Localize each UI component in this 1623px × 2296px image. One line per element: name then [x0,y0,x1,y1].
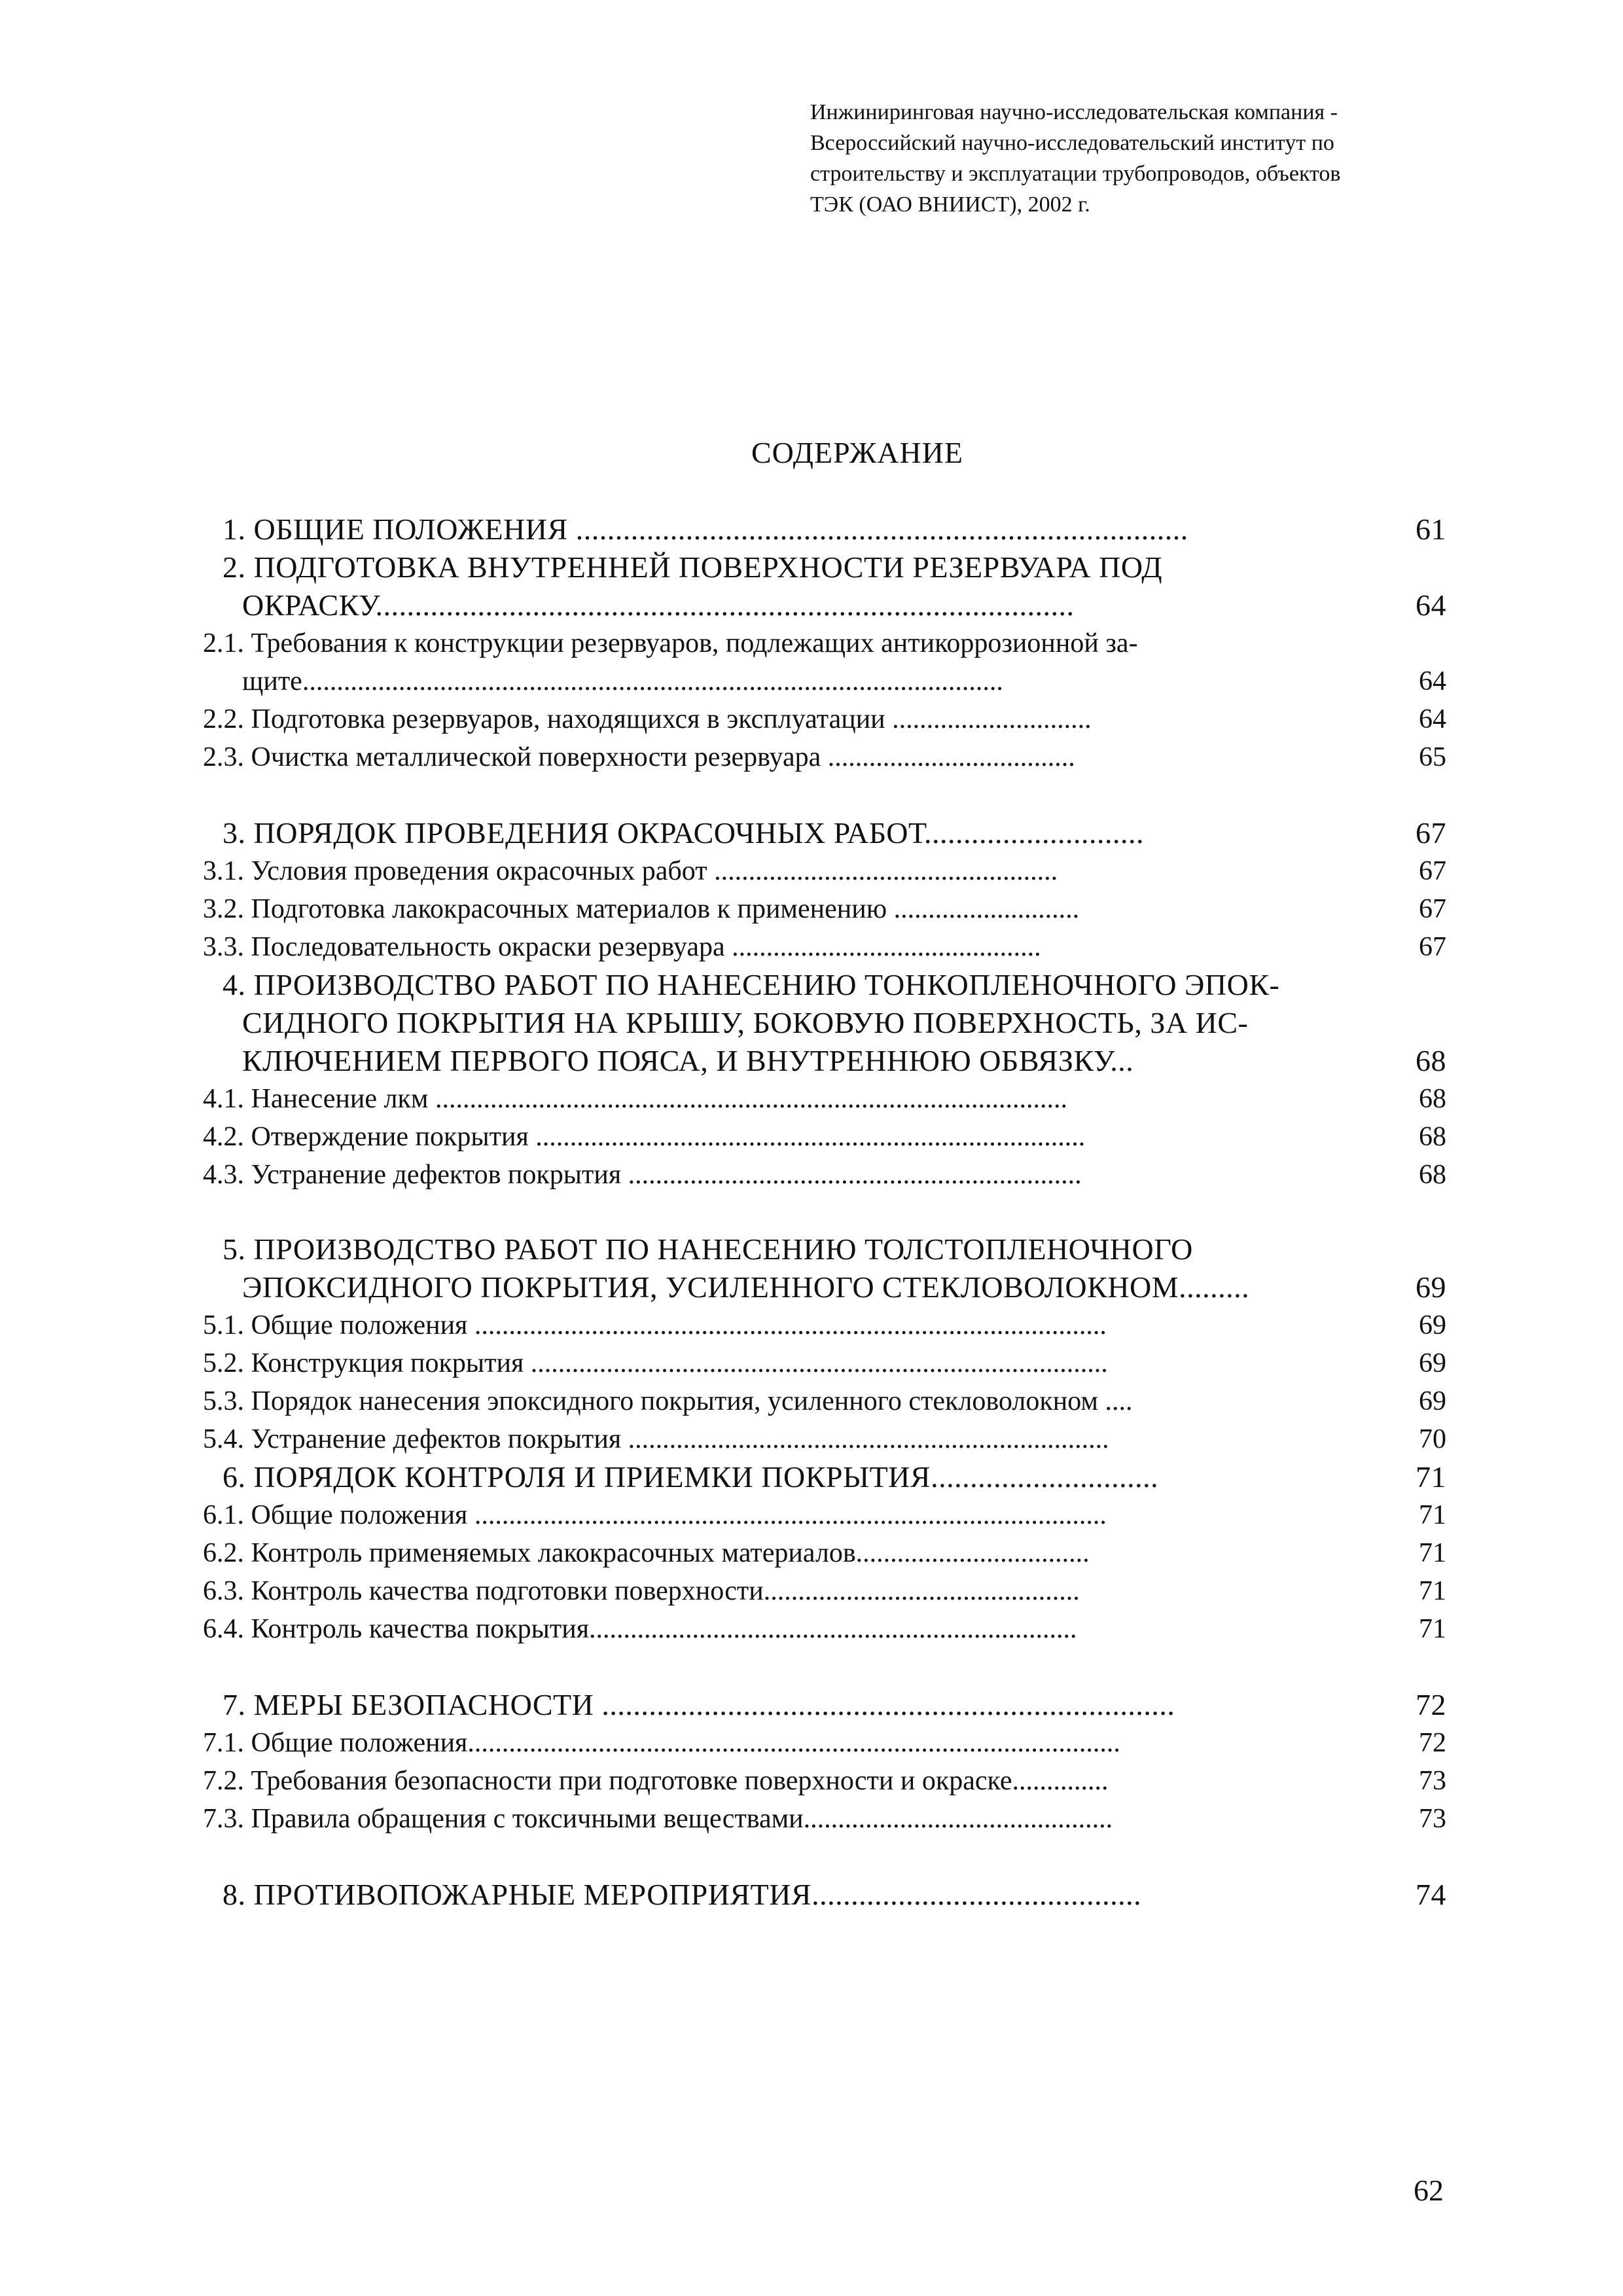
toc-entry-page: 71 [1419,1576,1446,1606]
toc-entry-text: 2.1. Требования к конструкции резервуаров, подлежащих антикоррозионной за- [203,628,1138,658]
toc-entry-page: 71 [1419,1538,1446,1568]
toc-entry-text: 2.3. Очистка металлической поверхности резервуара .................................... [203,742,1075,772]
toc-entry-text: 7.1. Общие положения............................................................................................... [203,1728,1120,1758]
toc-entry-page: 71 [1419,1500,1446,1530]
toc-entry-page: 73 [1419,1766,1446,1796]
header-line: Всероссийский научно-исследовательский институт по [810,131,1334,155]
toc-entry-page: 69 [1419,1348,1446,1378]
page-number: 62 [1414,2174,1444,2207]
toc-entry-page: 72 [1419,1728,1446,1758]
toc-entry-text: щите...................................................................................................... [242,666,1003,696]
toc-entry-page: 73 [1419,1804,1446,1834]
toc-entry-text: 5. ПРОИЗВОДСТВО РАБОТ ПО НАНЕСЕНИЮ ТОЛСТОПЛЕНОЧНОГО [223,1232,1193,1266]
toc-entry-page: 68 [1419,1160,1446,1190]
toc-entry-page: 72 [1416,1688,1446,1721]
toc-entry-page: 67 [1419,894,1446,924]
toc-entry-page: 69 [1419,1310,1446,1340]
toc-entry-text: 2.2. Подготовка резервуаров, находящихся в эксплуатации ............................. [203,704,1092,734]
toc-entry-text: 6. ПОРЯДОК КОНТРОЛЯ И ПРИЕМКИ ПОКРЫТИЯ............................. [223,1460,1159,1494]
toc-entry-text: 5.4. Устранение дефектов покрытия ...................................................................... [203,1424,1109,1454]
toc-entry-text: ОКРАСКУ......................................................................................... [242,588,1075,622]
toc-entry-text: 7.3. Правила обращения с токсичными веществами............................................. [203,1804,1113,1834]
toc-entry-text: СИДНОГО ПОКРЫТИЯ НА КРЫШУ, БОКОВУЮ ПОВЕРХНОСТЬ, ЗА ИС- [242,1006,1249,1039]
toc-entry-text: 6.1. Общие положения ............................................................................................ [203,1500,1107,1530]
toc-entry-page: 64 [1419,704,1446,734]
toc-entry-page: 70 [1419,1424,1446,1454]
header-line: Инжиниринговая научно-исследовательская компания - [810,100,1338,124]
toc-entry-text: 4.2. Отверждение покрытия ................................................................................ [203,1122,1086,1152]
toc-entry-text: ЭПОКСИДНОГО ПОКРЫТИЯ, УСИЛЕННОГО СТЕКЛОВОЛОКНОМ......... [242,1270,1250,1304]
toc-entry-text: 1. ОБЩИЕ ПОЛОЖЕНИЯ .............................................................................. [223,512,1188,546]
toc-entry-text: 3.1. Условия проведения окрасочных работ .................................................. [203,856,1058,886]
toc-entry-page: 68 [1416,1044,1446,1077]
toc-entry-text: 2. ПОДГОТОВКА ВНУТРЕННЕЙ ПОВЕРХНОСТИ РЕЗЕРВУАРА ПОД [223,550,1163,584]
toc-entry-page: 61 [1416,512,1446,546]
toc-entry-page: 68 [1419,1084,1446,1114]
toc-entry-text: 5.3. Порядок нанесения эпоксидного покрытия, усиленного стекловолокном .... [203,1386,1133,1416]
toc-entry-text: 6.3. Контроль качества подготовки поверхности.............................................. [203,1576,1080,1606]
toc-entry-page: 65 [1419,742,1446,772]
toc-entry-page: 64 [1419,666,1446,696]
toc-entry-page: 71 [1416,1460,1446,1494]
toc-title: СОДЕРЖАНИЕ [751,436,964,469]
toc-entry-page: 67 [1419,932,1446,962]
toc-entry-text: 4.1. Нанесение лкм ............................................................................................ [203,1084,1067,1114]
header-line: ТЭК (ОАО ВНИИСТ), 2002 г. [810,192,1090,217]
toc-entry-text: 3.2. Подготовка лакокрасочных материалов к применению ........................... [203,894,1080,924]
toc-entry-page: 69 [1419,1386,1446,1416]
toc-entry-page: 67 [1419,856,1446,886]
toc-entry-text: 5.1. Общие положения ............................................................................................ [203,1310,1107,1340]
toc-entry-text: 3. ПОРЯДОК ПРОВЕДЕНИЯ ОКРАСОЧНЫХ РАБОТ............................ [223,816,1145,850]
toc-entry-page: 71 [1419,1614,1446,1644]
toc-entry-page: 64 [1416,588,1446,622]
toc-entry-text: 5.2. Конструкция покрытия .................................................................................... [203,1348,1108,1378]
toc-entry-text: КЛЮЧЕНИЕМ ПЕРВОГО ПОЯСА, И ВНУТРЕННЮЮ ОБВЯЗКУ... [242,1044,1134,1077]
toc-entry-page: 68 [1419,1122,1446,1152]
header-line: строительству и эксплуатации трубопроводов, объектов [810,162,1341,186]
toc-entry-text: 4. ПРОИЗВОДСТВО РАБОТ ПО НАНЕСЕНИЮ ТОНКОПЛЕНОЧНОГО ЭПОК- [223,968,1280,1001]
toc-entry-page: 67 [1416,816,1446,850]
toc-entry-page: 74 [1416,1878,1446,1911]
toc-entry-text: 6.4. Контроль качества покрытия....................................................................... [203,1614,1077,1644]
toc-entry-text: 8. ПРОТИВОПОЖАРНЫЕ МЕРОПРИЯТИЯ.......................................... [223,1878,1142,1911]
toc-entry-page: 69 [1416,1270,1446,1304]
toc-entry-text: 6.2. Контроль применяемых лакокрасочных материалов.................................. [203,1538,1090,1568]
toc-entry-text: 7.2. Требования безопасности при подготовке поверхности и окраске.............. [203,1766,1109,1796]
toc-entry-text: 4.3. Устранение дефектов покрытия .................................................................. [203,1160,1082,1190]
toc-entry-text: 7. МЕРЫ БЕЗОПАСНОСТИ ......................................................................... [223,1688,1175,1721]
toc-entry-text: 3.3. Последовательность окраски резервуара ............................................. [203,932,1041,962]
publisher-header [810,97,1425,220]
